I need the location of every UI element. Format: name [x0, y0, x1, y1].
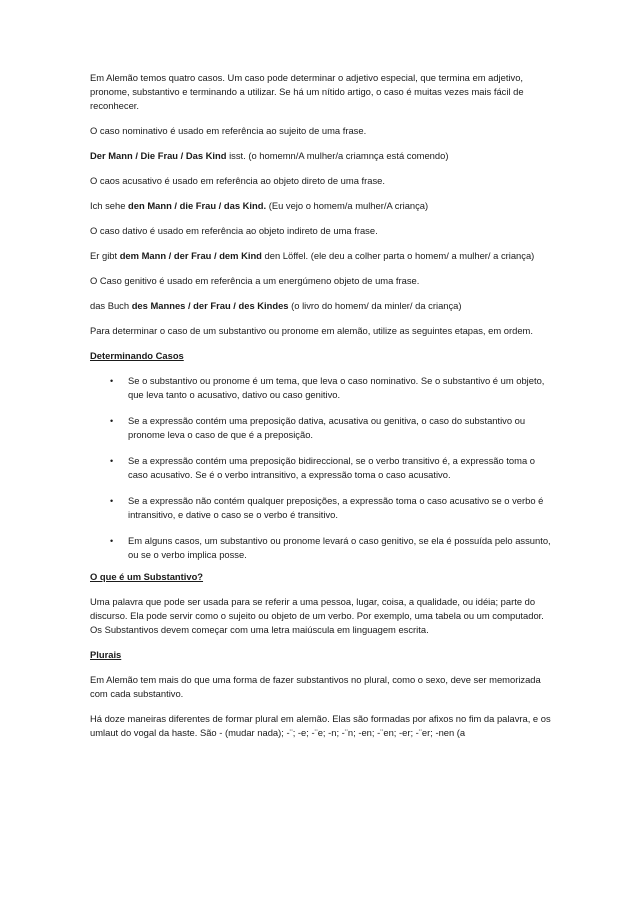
bullet-icon: •	[110, 496, 114, 506]
document-page	[90, 71, 552, 751]
genitivo-example-pre: das Buch	[90, 300, 132, 311]
acusativo-example-pre: Ich sehe	[90, 200, 129, 211]
list-item	[90, 454, 552, 482]
list-item-text: Se a expressão não contém qualquer preposições, a expressão toma o caso acusativo se o verbo é intransitivo, e dative o caso se o verbo é transitivo.	[128, 495, 544, 520]
dativo-example	[90, 249, 552, 263]
nominativo-description: O caso nominativo é usado em referência ao sujeito de uma frase.	[90, 125, 367, 136]
plurais-intro: Em Alemão tem mais do que uma forma de fazer substantivos no plural, como o sexo, deve ser memorizada com cada substantivo.	[90, 674, 541, 699]
genitivo-example-bold: des Mannes / der Frau / des Kindes	[131, 300, 289, 311]
list-item-text: Se a expressão contém uma preposição bidireccional, se o verbo transitivo é, a expressão toma o caso acusativo. Se é o verbo intransitivo, a expressão toma o caso acusativo.	[128, 455, 535, 480]
acusativo-example	[90, 199, 552, 213]
bullet-icon: •	[110, 416, 114, 426]
dativo-description: O caso dativo é usado em referência ao objeto indireto de uma frase.	[90, 225, 378, 236]
list-item-text: Em alguns casos, um substantivo ou pronome levará o caso genitivo, se ela é possuída pelo assunto, ou se o verbo implica posse.	[128, 535, 551, 560]
heading-determinando-casos: Determinando Casos	[90, 350, 184, 361]
acusativo-example-bold: den Mann / die Frau / das Kind.	[128, 200, 267, 211]
heading-plurais: Plurais	[90, 649, 122, 660]
acusativo-example-rest: (Eu vejo o homem/a mulher/A criança)	[266, 200, 429, 211]
list-item	[90, 494, 552, 522]
list-item-text: Se a expressão contém uma preposição dativa, acusativa ou genitiva, o caso do substantivo ou pronome leva o caso de que é a preposição.	[128, 415, 526, 440]
nominativo-example-bold: Der Mann / Die Frau / Das Kind	[90, 150, 227, 161]
genitivo-example	[90, 299, 552, 313]
intro-paragraph: Em Alemão temos quatro casos. Um caso pode determinar o adjetivo especial, que termina em adjetivo, pronome, substantivo e terminando a utilizar. Se há um nítido artigo, o caso é muitas vezes mais fácil de reconhecer.	[90, 72, 524, 111]
genitivo-example-rest: (o livro do homem/ da minler/ da criança)	[288, 300, 462, 311]
dativo-example-pre: Er gibt	[90, 250, 120, 261]
list-item	[90, 414, 552, 442]
list-item	[90, 534, 552, 562]
heading-substantivo: O que é um Substantivo?	[90, 571, 204, 582]
nominativo-example	[90, 149, 552, 163]
dativo-example-bold: dem Mann / der Frau / dem Kind	[119, 250, 262, 261]
bullet-icon: •	[110, 376, 114, 386]
genitivo-description: O Caso genitivo é usado em referência a um energúmeno objeto de uma frase.	[90, 275, 420, 286]
steps-list	[90, 374, 552, 562]
bullet-icon: •	[110, 456, 114, 466]
acusativo-description: O caos acusativo é usado em referência ao objeto direto de uma frase.	[90, 175, 385, 186]
steps-intro: Para determinar o caso de um substantivo ou pronome em alemão, utilize as seguintes etapas, em ordem.	[90, 325, 533, 336]
dativo-example-rest: den Löffel. (ele deu a colher parta o homem/ a mulher/ a criança)	[261, 250, 535, 261]
bullet-icon: •	[110, 536, 114, 546]
nominativo-example-rest: isst. (o homemn/A mulher/a criamnça está comendo)	[226, 150, 449, 161]
plurais-forms: Há doze maneiras diferentes de formar plural em alemão. Elas são formadas por afixos no fim da palavra, e os umlaut do vogal da haste. São - (mudar nada); -¨; -e; -¨e; -n; -¨n; -en; -¨en; -er; -¨er; -nen (a	[90, 713, 551, 738]
list-item-text: Se o substantivo ou pronome é um tema, que leva o caso nominativo. Se o substantivo é um objeto, que leva tanto o acusativo, dativo ou caso genitivo.	[128, 375, 545, 400]
substantivo-definition: Uma palavra que pode ser usada para se referir a uma pessoa, lugar, coisa, a qualidade, ou idéia; parte do discurso. Ela pode servir como o sujeito ou objeto de um verbo. Por exemplo, uma tabela ou um computador. Os Substantivos devem começar com uma letra maiúscula em linguagem escrita.	[90, 596, 544, 635]
list-item	[90, 374, 552, 402]
